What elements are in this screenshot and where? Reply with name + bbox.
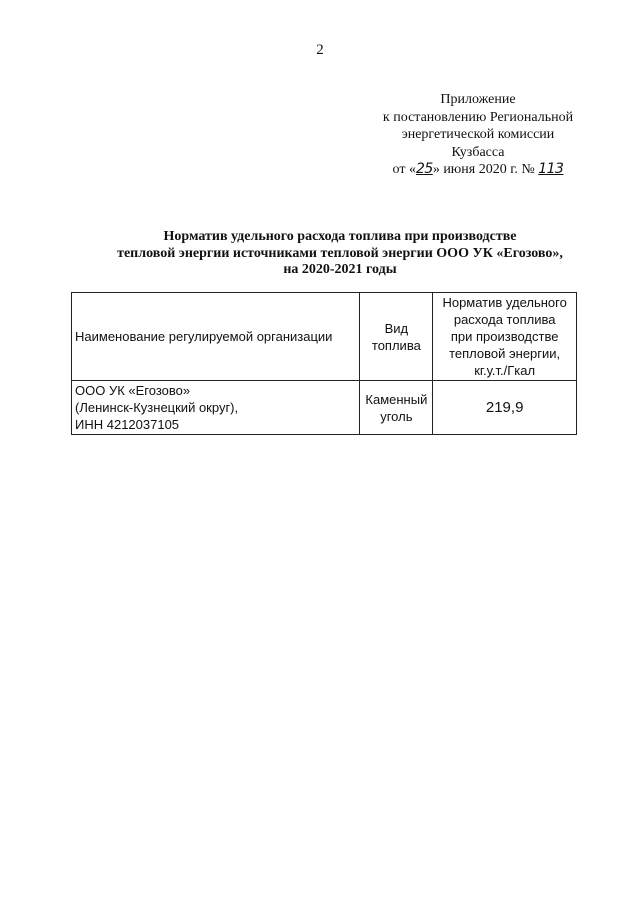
appendix-region-line: Кузбасса	[451, 144, 505, 160]
header-norm-line-5: кг.у.т./Гкал	[474, 363, 536, 378]
org-name: ООО УК «Егозово»	[75, 383, 191, 398]
header-norm-line-2: расхода топлива	[453, 312, 556, 327]
header-norm	[433, 293, 577, 381]
appendix-label: Приложение	[440, 92, 516, 107]
title-line-1: Норматив удельного расхода топлива при производстве	[163, 229, 517, 244]
appendix-commission-line: энергетической комиссии	[401, 127, 555, 142]
title-line-3: на 2020-2021 годы	[283, 262, 397, 277]
table-row	[72, 381, 577, 435]
header-norm-line-4: тепловой энергии,	[449, 346, 561, 361]
page-number: 2	[316, 42, 324, 58]
handwritten-number: 113	[538, 161, 564, 177]
date-prefix: от «	[392, 162, 416, 177]
cell-norm-value: 219,9	[433, 381, 577, 435]
appendix-resolution-line: к постановлению Региональной	[382, 109, 574, 125]
header-fuel-type	[360, 293, 433, 381]
header-norm-line-3: при производстве	[450, 329, 559, 344]
header-fuel-line-2: топлива	[371, 337, 421, 353]
org-inn: ИНН 4212037105	[75, 417, 180, 432]
norm-table	[71, 292, 577, 435]
cell-organization	[72, 381, 360, 435]
title-line-2: тепловой энергии источниками тепловой энергии ООО УК «Егозово»,	[117, 245, 563, 261]
header-norm-line-1: Норматив удельного	[442, 295, 567, 310]
appendix-date-line	[370, 161, 586, 179]
handwritten-day: 25	[415, 161, 433, 177]
date-middle: » июня 2020 г. №	[432, 162, 539, 177]
org-district: (Ленинск-Кузнецкий округ),	[75, 400, 239, 415]
fuel-line-1: Каменный	[365, 391, 428, 407]
fuel-line-2: уголь	[380, 408, 413, 424]
table-header-row	[72, 293, 577, 381]
appendix-header	[370, 91, 586, 179]
cell-fuel-type	[360, 381, 433, 435]
header-organization: Наименование регулируемой организации	[72, 293, 360, 381]
document-title	[60, 229, 620, 279]
header-fuel-line-1: Вид	[384, 320, 409, 336]
